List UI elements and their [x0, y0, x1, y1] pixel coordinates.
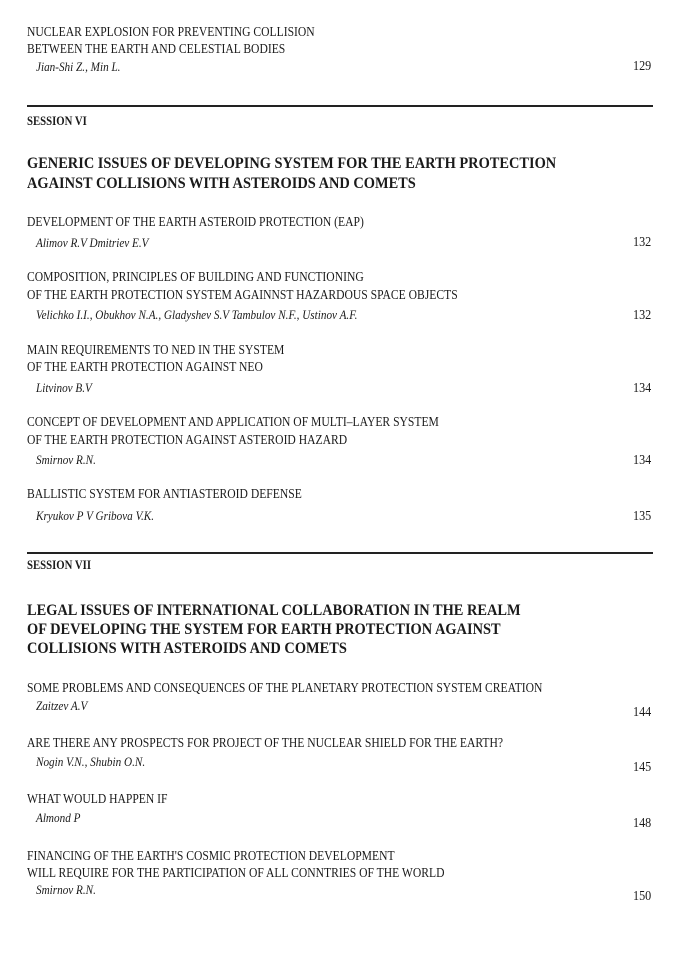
entry-title: WILL REQUIRE FOR THE PARTICIPATION OF ALL CONNTRIES OF THE WORLD — [27, 865, 445, 880]
entry-page: 148 — [632, 815, 651, 830]
entry-authors: Jian-Shi Z., Min L. — [36, 59, 121, 74]
entry-title: BALLISTIC SYSTEM FOR ANTIASTEROID DEFENSE — [27, 486, 302, 501]
session-heading: COLLISIONS WITH ASTEROIDS AND COMETS — [27, 640, 347, 657]
entry-authors: Velichko I.I., Obukhov N.A., Gladyshev S.V Tambulov N.F., Ustinov A.F. — [36, 307, 358, 322]
entry-authors: Litvinov B.V — [36, 380, 92, 395]
entry-page: 135 — [632, 508, 651, 523]
entry-authors: Alimov R.V Dmitriev E.V — [36, 235, 149, 250]
entry-title: OF THE EARTH PROTECTION AGAINST ASTEROID HAZARD — [27, 432, 348, 447]
entry-title: MAIN REQUIREMENTS TO NED IN THE SYSTEM — [27, 342, 285, 357]
session-heading: OF DEVELOPING THE SYSTEM FOR EARTH PROTECTION AGAINST — [27, 621, 501, 638]
entry-title: OF THE EARTH PROTECTION AGAINST NEO — [27, 359, 263, 374]
entry-title: FINANCING OF THE EARTH'S COSMIC PROTECTION DEVELOPMENT — [27, 848, 395, 863]
entry-authors: Smirnov R.N. — [36, 452, 96, 467]
session-label: SESSION VI — [27, 114, 87, 128]
entry-title: DEVELOPMENT OF THE EARTH ASTEROID PROTECTION (EAP) — [27, 214, 364, 229]
entry-title: CONCEPT OF DEVELOPMENT AND APPLICATION OF MULTI–LAYER SYSTEM — [27, 414, 439, 429]
entry-title: NUCLEAR EXPLOSION FOR PREVENTING COLLISION — [27, 24, 315, 39]
entry-title: COMPOSITION, PRINCIPLES OF BUILDING AND FUNCTIONING — [27, 269, 364, 284]
entry-title: WHAT WOULD HAPPEN IF — [27, 791, 168, 806]
entry-title: OF THE EARTH PROTECTION SYSTEM AGAINNST HAZARDOUS SPACE OBJECTS — [27, 287, 458, 302]
entry-page: 134 — [632, 452, 651, 467]
divider — [27, 105, 653, 107]
entry-page: 132 — [632, 234, 651, 249]
entry-authors: Almond P — [36, 810, 81, 825]
entry-authors: Nogin V.N., Shubin O.N. — [36, 754, 146, 769]
session-heading: GENERIC ISSUES OF DEVELOPING SYSTEM FOR THE EARTH PROTECTION — [27, 155, 557, 172]
entry-page: 144 — [632, 704, 651, 719]
entry-page: 150 — [632, 888, 651, 903]
entry-authors: Smirnov R.N. — [36, 882, 96, 897]
divider — [27, 552, 653, 554]
entry-title: ARE THERE ANY PROSPECTS FOR PROJECT OF THE NUCLEAR SHIELD FOR THE EARTH? — [27, 735, 504, 750]
entry-page: 129 — [632, 58, 651, 73]
entry-title: SOME PROBLEMS AND CONSEQUENCES OF THE PLANETARY PROTECTION SYSTEM CREATION — [27, 680, 543, 695]
entry-page: 145 — [632, 759, 651, 774]
session-label: SESSION VII — [27, 558, 92, 572]
session-heading: LEGAL ISSUES OF INTERNATIONAL COLLABORATION IN THE REALM — [27, 602, 521, 619]
entry-page: 132 — [632, 307, 651, 322]
entry-authors: Kryukov P V Gribova V.K. — [36, 508, 155, 523]
entry-authors: Zaitzev A.V — [36, 698, 88, 713]
entry-page: 134 — [632, 380, 651, 395]
session-heading: AGAINST COLLISIONS WITH ASTEROIDS AND COMETS — [27, 175, 416, 192]
entry-title: BETWEEN THE EARTH AND CELESTIAL BODIES — [27, 41, 286, 56]
